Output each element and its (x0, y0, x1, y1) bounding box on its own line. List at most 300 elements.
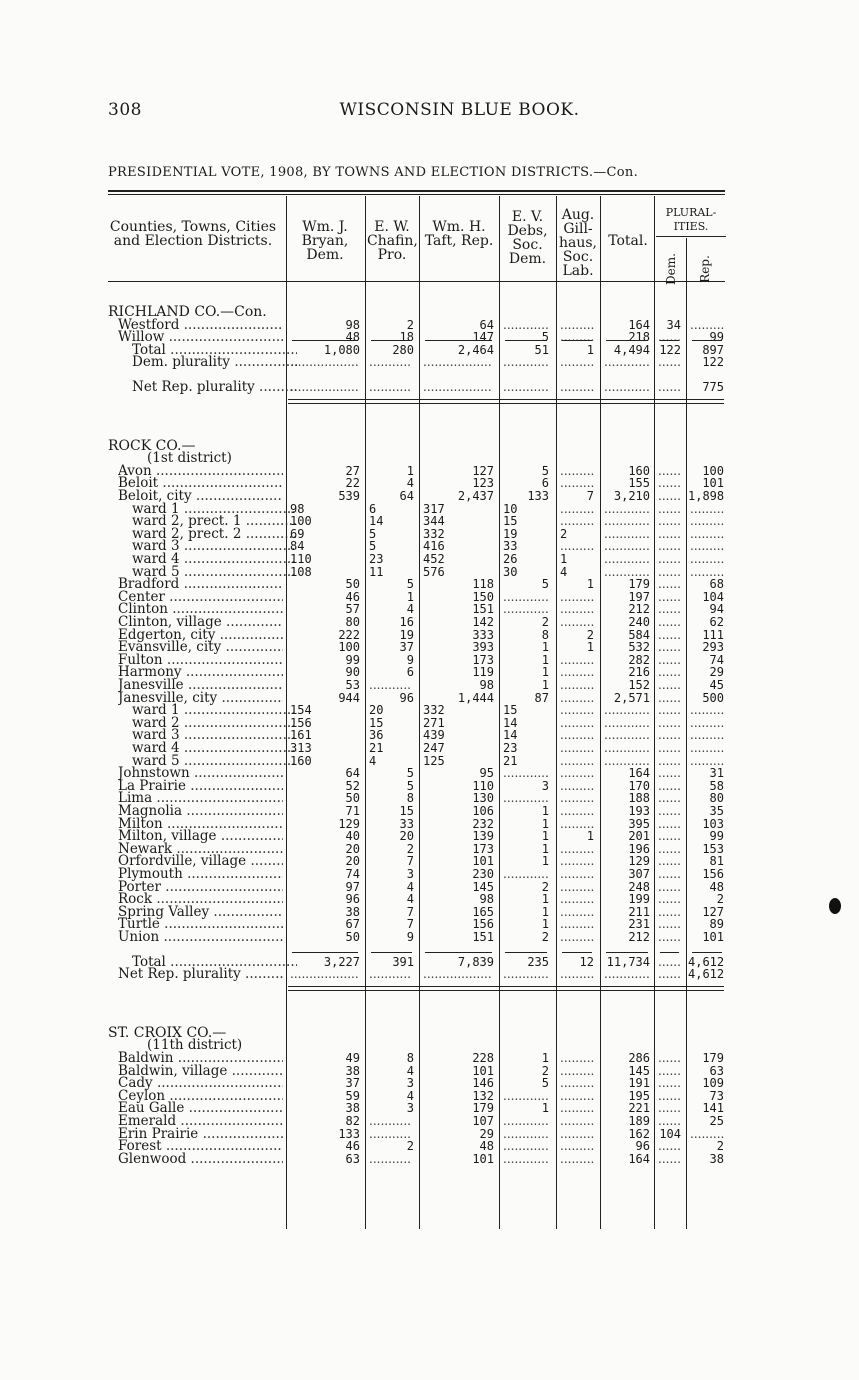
section-title: PRESIDENTIAL VOTE, 1908, BY TOWNS AND ELECTION DISTRICTS.—Con. (108, 165, 639, 180)
debs-value: 1 (541, 892, 549, 907)
dot-leader: .................. (423, 967, 492, 982)
taft-value: 125 (423, 753, 445, 768)
taft-value: 333 (472, 627, 494, 642)
total-value: 240 (628, 615, 650, 629)
total-rule (562, 340, 592, 341)
dot-leader: ......... (560, 1051, 594, 1065)
dot-leader: ...... (658, 690, 681, 705)
debs-value: 51 (534, 342, 549, 357)
chafin-value: 11 (369, 564, 384, 579)
dot-leader: ............ (503, 1126, 549, 1141)
dot-leader: ...... (658, 602, 681, 617)
total-value: 216 (628, 665, 650, 680)
chafin-value: 7 (406, 917, 414, 932)
debs-value: 1 (541, 804, 549, 818)
place-name: Harmony ..... (118, 665, 283, 679)
rep-value: 156 (702, 867, 724, 881)
debs-value: 1 (541, 1101, 549, 1116)
dot-leader: ......... (560, 1063, 594, 1078)
bryan-value: 84 (290, 539, 305, 554)
total-rule (692, 340, 722, 341)
rep-value: 153 (702, 841, 724, 856)
dot-leader: ......... (690, 741, 724, 755)
taft-value: 179 (472, 1101, 494, 1116)
bryan-value: 74 (345, 867, 360, 881)
bryan-value: 37 (345, 1076, 360, 1091)
place-name: ST. CROIX CO.— (108, 1025, 227, 1040)
taft-value: 247 (423, 741, 445, 755)
dot-leader: ...... (658, 816, 681, 831)
bryan-value: 100 (290, 514, 312, 529)
dot-leader: ...... (658, 892, 681, 907)
rep-value: 94 (709, 602, 724, 617)
bryan-value: 20 (345, 841, 360, 856)
total-rule (371, 952, 412, 953)
taft-value: 98 (479, 892, 494, 907)
taft-value: 101 (472, 854, 494, 869)
total-rule (660, 952, 679, 953)
place-name: Fulton ..... (118, 653, 283, 667)
dot-leader: ......... (560, 1088, 594, 1103)
dot-leader: ........... (369, 1126, 411, 1141)
bryan-value: 156 (290, 715, 312, 730)
place-name: Evansville, city ..... (118, 640, 283, 654)
total-rule (292, 952, 358, 953)
place-name: Erin Prairie ..... (118, 1127, 283, 1141)
table-row (0, 380, 859, 394)
dot-leader: ......... (560, 317, 594, 332)
total-value: 282 (628, 652, 650, 667)
total-rule (292, 340, 358, 341)
bryan-value: 110 (290, 552, 312, 566)
total-rule (505, 340, 547, 341)
rep-value: 101 (702, 930, 724, 944)
total-value: 188 (628, 791, 650, 806)
place-name: ward 5 ..... (132, 565, 297, 579)
taft-value: 95 (479, 766, 494, 781)
dot-leader: ...... (658, 967, 681, 982)
dot-leader: ......... (560, 1101, 594, 1116)
dot-leader: ......... (690, 1126, 724, 1141)
bryan-value: 20 (345, 854, 360, 869)
col-dem-header: Dem. (664, 253, 678, 285)
taft-value: 123 (472, 476, 494, 491)
chafin-value: 3 (406, 1076, 414, 1091)
total-value: 179 (628, 577, 650, 592)
dot-leader: ......... (560, 892, 594, 907)
dot-leader: ...... (658, 804, 681, 818)
total-value: 196 (628, 841, 650, 856)
place-name: Rock ..... (118, 892, 283, 906)
chafin-value: 16 (399, 615, 414, 629)
total-rule (606, 340, 648, 341)
total-value: 231 (628, 917, 650, 932)
debs-value: 2 (541, 930, 549, 944)
place-name: Glenwood ..... (118, 1152, 283, 1166)
taft-value: 2,464 (457, 342, 494, 357)
taft-value: 119 (472, 665, 494, 680)
dot-leader: ............ (503, 1114, 549, 1128)
dot-leader: ...... (658, 715, 681, 730)
dot-leader: ...... (658, 463, 681, 478)
ink-blot (829, 898, 841, 914)
taft-value: 332 (423, 703, 445, 718)
dot-leader: ...... (658, 841, 681, 856)
chafin-value: 23 (369, 552, 384, 566)
place-name: Ceylon ..... (118, 1089, 283, 1103)
dot-leader: ............ (503, 589, 549, 604)
chafin-value: 4 (406, 892, 414, 907)
dot-leader: ......... (690, 526, 724, 541)
dot-leader: ...... (658, 615, 681, 629)
debs-value: 1 (541, 854, 549, 869)
bryan-value: 82 (345, 1114, 360, 1128)
bryan-value: 53 (345, 678, 360, 692)
bryan-value: 69 (290, 526, 305, 541)
chafin-value: 18 (399, 330, 414, 345)
chafin-value: 4 (369, 753, 377, 768)
dot-leader: ......... (560, 753, 594, 768)
dot-leader: ............ (503, 1151, 549, 1166)
chafin-value: 2 (406, 317, 414, 332)
bryan-value: 64 (345, 766, 360, 781)
dot-leader: ......... (560, 715, 594, 730)
chafin-value: 33 (399, 816, 414, 831)
rep-value: 775 (702, 380, 724, 394)
chafin-value: 37 (399, 640, 414, 655)
chafin-value: 5 (369, 526, 377, 541)
rep-value: 89 (709, 917, 724, 932)
chafin-value: 15 (369, 715, 384, 730)
bryan-value: 90 (345, 665, 360, 680)
place-name: Beloit ..... (118, 476, 283, 490)
gill-value: 4 (560, 564, 568, 579)
dot-leader: ...... (658, 854, 681, 869)
total-value: 3,210 (613, 489, 650, 503)
dot-leader: ......... (560, 1126, 594, 1141)
chafin-value: 5 (369, 539, 377, 554)
debs-value: 2 (541, 615, 549, 629)
dot-leader: ............ (604, 715, 650, 730)
taft-value: 173 (472, 652, 494, 667)
debs-value: 26 (503, 552, 518, 566)
place-name: Baldwin, village ..... (118, 1064, 283, 1078)
rep-value: 2 (716, 1139, 724, 1154)
bryan-value: 98 (345, 317, 360, 332)
taft-value: 439 (423, 728, 445, 743)
chafin-value: 6 (369, 501, 377, 516)
debs-value: 10 (503, 501, 518, 516)
taft-value: 271 (423, 715, 445, 730)
dot-leader: ......... (560, 791, 594, 806)
bryan-value: 49 (345, 1051, 360, 1065)
dot-leader: ...... (658, 640, 681, 655)
dot-leader: .................. (290, 380, 359, 394)
chafin-value: 2 (406, 1139, 414, 1154)
gill-value: 1 (586, 640, 594, 655)
chafin-value: 1 (406, 463, 414, 478)
dot-leader: ...... (658, 867, 681, 881)
dot-leader: ............ (503, 355, 549, 370)
debs-value: 1 (541, 904, 549, 919)
dot-leader: ............ (604, 967, 650, 982)
total-value: 164 (628, 1151, 650, 1166)
chafin-value: 36 (369, 728, 384, 743)
debs-value: 3 (541, 778, 549, 793)
dot-leader: ......... (560, 602, 594, 617)
place-name: Magnolia ..... (118, 804, 283, 818)
page-number: 308 (108, 100, 142, 120)
dot-leader: .................. (423, 380, 492, 394)
place-name: Porter ..... (118, 880, 283, 894)
total-value: 286 (628, 1051, 650, 1065)
chafin-value: 391 (392, 954, 414, 969)
gill-value: 7 (586, 489, 594, 503)
debs-value: 15 (503, 514, 518, 529)
rep-value: 45 (709, 678, 724, 692)
col-bryan-header: Wm. J. Bryan, Dem. (301, 219, 349, 263)
total-value: 212 (628, 602, 650, 617)
col-total-header: Total. (608, 233, 648, 249)
bryan-value: 71 (345, 804, 360, 818)
dot-leader: ......... (560, 1076, 594, 1091)
dot-leader: ......... (560, 652, 594, 667)
col-debs-header: E. V. Debs, Soc. Dem. (507, 209, 548, 267)
bryan-value: 313 (290, 741, 312, 755)
dot-leader: ...... (658, 577, 681, 592)
taft-value: 145 (472, 879, 494, 894)
place-name: Baldwin ..... (118, 1051, 283, 1065)
chafin-value: 20 (369, 703, 384, 718)
rep-value: 141 (702, 1101, 724, 1116)
place-name: Center ..... (118, 590, 283, 604)
place-name: Emerald ..... (118, 1114, 283, 1128)
taft-value: 107 (472, 1114, 494, 1128)
taft-value: 151 (472, 602, 494, 617)
place-name: Turtle ..... (118, 917, 283, 931)
taft-value: 173 (472, 841, 494, 856)
place-name: ROCK CO.— (108, 438, 196, 453)
dot-leader: ............ (604, 501, 650, 516)
place-name: Dem. plurality ..... (132, 355, 297, 369)
chafin-value: 64 (399, 489, 414, 503)
taft-value: 142 (472, 615, 494, 629)
total-value: 191 (628, 1076, 650, 1091)
dot-leader: ...... (658, 879, 681, 894)
dot-leader: ...... (658, 476, 681, 491)
dot-leader: ......... (690, 728, 724, 743)
rep-value: 99 (709, 330, 724, 345)
place-name: RICHLAND CO.—Con. (108, 305, 267, 319)
total-value: 155 (628, 476, 650, 491)
taft-value: 118 (472, 577, 494, 592)
place-name: Clinton, village ..... (118, 615, 283, 629)
total-value: 532 (628, 640, 650, 655)
place-name: Spring Valley ..... (118, 905, 283, 919)
total-value: 164 (628, 317, 650, 332)
col-gillhaus-header: Aug. Gill-haus, Soc. Lab. (558, 207, 597, 279)
rep-value: 81 (709, 854, 724, 869)
dot-leader: ......... (690, 317, 724, 332)
dot-leader: ......... (560, 665, 594, 680)
chafin-value: 3 (406, 1101, 414, 1116)
gill-value: 2 (586, 627, 594, 642)
place-name: ward 2, prect. 2 ..... (132, 527, 297, 541)
total-value: 193 (628, 804, 650, 818)
table-row (0, 930, 859, 944)
taft-value: 393 (472, 640, 494, 655)
debs-value: 1 (541, 652, 549, 667)
dot-leader: ...... (658, 552, 681, 566)
dot-leader: ............ (604, 728, 650, 743)
debs-value: 1 (541, 917, 549, 932)
dot-leader: ........... (369, 678, 411, 692)
bryan-value: 161 (290, 728, 312, 743)
place-name: Orfordville, village ..... (118, 854, 283, 868)
gill-value: 1 (586, 577, 594, 592)
total-value: 4,494 (613, 342, 650, 357)
dot-leader: ...... (658, 791, 681, 806)
total-rule (606, 952, 648, 953)
dot-leader: ............ (604, 539, 650, 554)
debs-value: 87 (534, 690, 549, 705)
rep-value: 100 (702, 463, 724, 478)
rep-value: 35 (709, 804, 724, 818)
col-pluralities-header: PLURAL-ITIES. (665, 206, 717, 233)
debs-value: 1 (541, 829, 549, 844)
chafin-value: 5 (406, 577, 414, 592)
taft-value: 165 (472, 904, 494, 919)
dem-value: 104 (659, 1126, 681, 1141)
total-rule (692, 952, 722, 953)
total-value: 211 (628, 904, 650, 919)
place-name: Milton, village ..... (118, 829, 283, 843)
place-name: Beloit, city ..... (118, 489, 283, 503)
dot-leader: ...... (658, 355, 681, 370)
rep-value: 62 (709, 615, 724, 629)
dot-leader: ......... (560, 1151, 594, 1166)
dot-leader: ...... (658, 678, 681, 692)
dot-leader: ......... (560, 589, 594, 604)
dot-leader: ...... (658, 652, 681, 667)
table-row (0, 1152, 859, 1166)
dot-leader: ...... (658, 380, 681, 394)
rep-value: 101 (702, 476, 724, 491)
rep-value: 2 (716, 892, 724, 907)
rep-value: 4,612 (688, 954, 725, 969)
chafin-value: 2 (406, 841, 414, 856)
place-name: Newark ..... (118, 842, 283, 856)
taft-value: 576 (423, 564, 445, 579)
debs-value: 15 (503, 703, 518, 718)
dot-leader: ......... (560, 355, 594, 370)
dot-leader: ......... (560, 904, 594, 919)
debs-value: 8 (541, 627, 549, 642)
dot-leader: ...... (658, 930, 681, 944)
rep-value: 179 (702, 1051, 724, 1065)
total-rule (562, 952, 592, 953)
dot-leader: ......... (560, 539, 594, 554)
dot-leader: ............ (604, 741, 650, 755)
bryan-value: 22 (345, 476, 360, 491)
chafin-value: 4 (406, 602, 414, 617)
dot-leader: ......... (560, 867, 594, 881)
dot-leader: ...... (658, 330, 681, 345)
bryan-value: 944 (338, 690, 360, 705)
bryan-value: 129 (338, 816, 360, 831)
dot-leader: ............ (503, 967, 549, 982)
dot-leader: ...... (658, 1139, 681, 1154)
dot-leader: ......... (560, 879, 594, 894)
total-value: 145 (628, 1063, 650, 1078)
place-name: Eau Galle ..... (118, 1101, 283, 1115)
rep-value: 58 (709, 778, 724, 793)
bryan-value: 40 (345, 829, 360, 844)
bryan-value: 48 (345, 330, 360, 345)
bryan-value: 80 (345, 615, 360, 629)
dot-leader: ............ (604, 514, 650, 529)
place-name: ward 2, prect. 1 ..... (132, 514, 297, 528)
dot-leader: ...... (658, 539, 681, 554)
place-name: Westford ..... (118, 318, 283, 332)
dot-leader: ......... (560, 741, 594, 755)
total-value: 189 (628, 1114, 650, 1128)
taft-value: 101 (472, 1063, 494, 1078)
dot-leader: ......... (690, 514, 724, 529)
bryan-value: 108 (290, 564, 312, 579)
total-value: 129 (628, 854, 650, 869)
place-name: ward 4 ..... (132, 552, 297, 566)
bryan-value: 154 (290, 703, 312, 718)
rep-value: 25 (709, 1114, 724, 1128)
bryan-value: 63 (345, 1151, 360, 1166)
place-name: ward 3 ..... (132, 728, 297, 742)
place-name: La Prairie ..... (118, 779, 283, 793)
debs-value: 23 (503, 741, 518, 755)
chafin-value: 5 (406, 766, 414, 781)
dot-leader: ...... (658, 741, 681, 755)
bryan-value: 539 (338, 489, 360, 503)
total-value: 160 (628, 463, 650, 478)
dot-leader: ............ (503, 791, 549, 806)
taft-value: 106 (472, 804, 494, 818)
taft-value: 48 (479, 1139, 494, 1154)
dot-leader: ...... (658, 778, 681, 793)
debs-value: 1 (541, 841, 549, 856)
dot-leader: ...... (658, 1063, 681, 1078)
place-name: Milton ..... (118, 817, 283, 831)
total-value: 195 (628, 1088, 650, 1103)
dot-leader: ...... (658, 489, 681, 503)
bryan-value: 50 (345, 577, 360, 592)
dot-leader: ............ (503, 1088, 549, 1103)
total-value: 248 (628, 879, 650, 894)
taft-value: 64 (479, 317, 494, 332)
debs-value: 14 (503, 715, 518, 730)
taft-value: 452 (423, 552, 445, 566)
rep-value: 31 (709, 766, 724, 781)
dot-leader: ......... (560, 1114, 594, 1128)
rep-value: 80 (709, 791, 724, 806)
debs-value: 30 (503, 564, 518, 579)
taft-value: 7,839 (457, 954, 494, 969)
book-title: WISCONSIN BLUE BOOK. (339, 100, 580, 120)
taft-value: 228 (472, 1051, 494, 1065)
dot-leader: ............ (503, 1139, 549, 1154)
bryan-value: 100 (338, 640, 360, 655)
total-value: 307 (628, 867, 650, 881)
bryan-value: 99 (345, 652, 360, 667)
